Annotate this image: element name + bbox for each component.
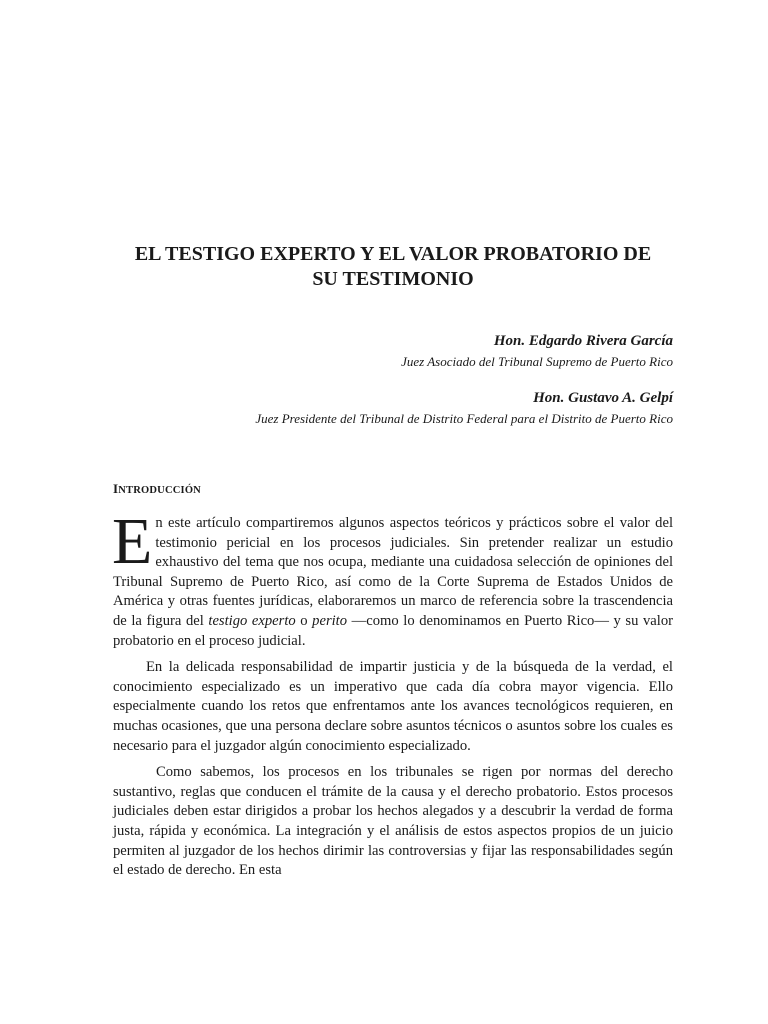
paragraph-1-text-c: —como lo denominamos en Puerto Rico— y su valor probatorio en el proceso judicial. (113, 612, 673, 649)
author-1-role: Juez Asociado del Tribunal Supremo de Puerto Rico (401, 354, 673, 369)
author-2-name: Hon. Gustavo A. Gelpí (533, 390, 673, 406)
drop-cap: E (112, 505, 153, 578)
article-body (112, 505, 673, 888)
paragraph-1-term-perito: perito (312, 612, 348, 629)
paragraph-1-term-testigo-experto: testigo experto (208, 612, 296, 629)
paragraph-1 (112, 505, 673, 651)
paragraph-2: En la delicada responsabilidad de impartir justicia y de la búsqueda de la verdad, el conocimiento especializado es un imperativo que cada día cobra mayor vigencia. Ello especialmente cuando los retos que enfrentamos ante los avances tecnológicos requieren, en muchas ocasiones, que una persona declare sobre asuntos técnicos o asuntos sobre los cuales es necesario para el juzgador algún conocimiento especializado. (113, 659, 673, 754)
author-1-name: Hon. Edgardo Rivera García (493, 333, 673, 349)
article-title-line-2: SU TESTIMONIO (312, 268, 474, 290)
author-2-role: Juez Presidente del Tribunal de Distrito Federal para el Distrito de Puerto Rico (255, 411, 673, 426)
paragraph-1-text-a: n este artículo compartiremos algunos aspectos teóricos y prácticos sobre el valor del testimonio pericial en los procesos judiciales. Sin pretender realizar un estudio exhaustivo del tema que nos ocupa, mediante una cuidadosa selección de opiniones del Tribunal Supremo de Puerto Rico, así como de la Corte Suprema de Estados Unidos de América y otras fuentes jurídicas, elaboraremos un marco de referencia sobre la trascendencia de la figura del (113, 515, 673, 629)
section-heading-initial: I (113, 481, 119, 496)
author-1 (113, 331, 673, 371)
paragraph-3: Como sabemos, los procesos en los tribunales se rigen por normas del derecho sustantivo, reglas que conducen el trámite de la causa y el derecho probatorio. Estos procesos judiciales deben estar dirigidos a probar los hechos alegados y a descubrir la verdad de forma justa, rápida y económica. La integración y el análisis de estos aspectos propios de un juicio permiten al juzgador de los hechos dirimir las controversias y fijar las responsabilidades según el estado de derecho. En esta (113, 764, 673, 879)
article-title-line-1: EL TESTIGO EXPERTO Y EL VALOR PROBATORIO DE (134, 243, 652, 265)
section-heading-rest: NTRODUCCIÓN (118, 485, 201, 496)
paragraph-1-text-b: o (295, 612, 313, 629)
author-2 (113, 388, 673, 428)
article-title (113, 242, 673, 292)
section-heading (113, 481, 201, 497)
